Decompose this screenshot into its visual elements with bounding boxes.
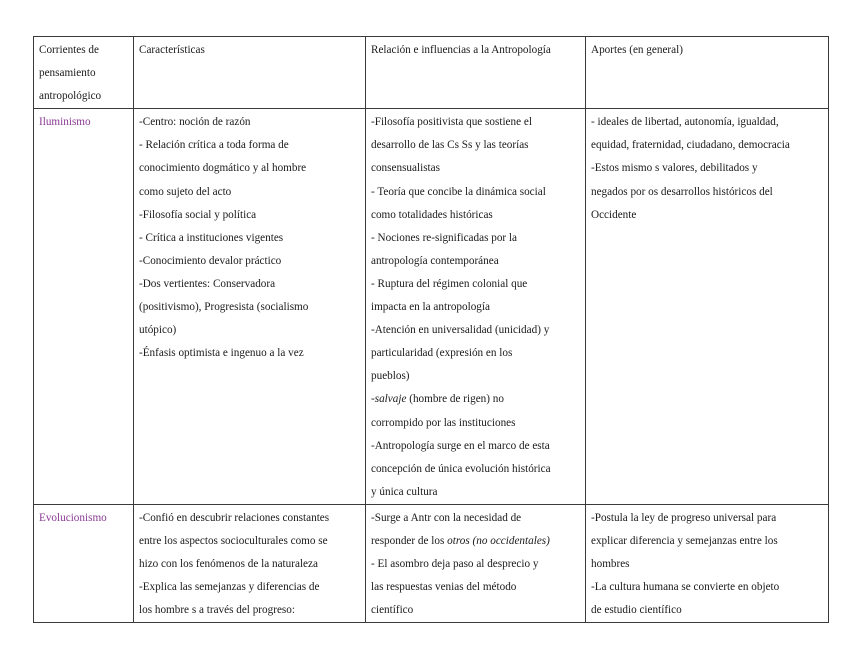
current-name: Iluminismo xyxy=(34,109,134,505)
header-aportes: Aportes (en general) xyxy=(586,37,829,109)
current-name: Evolucionismo xyxy=(34,504,134,622)
italic-term: otros (no occidentales) xyxy=(447,534,550,547)
aportes-cell: - ideales de libertad, autonomía, igualdad, equidad, fraternidad, ciudadano, democracia -Estos mismo s valores, debilitados y negados por os desarrollos históricos del Occidente xyxy=(586,109,829,505)
header-corrientes: Corrientes de pensamiento antropológico xyxy=(34,37,134,109)
relacion-cell: -Surge a Antr con la necesidad de responder de los otros (no occidentales) - El asombro deja paso al desprecio y las respuestas venias del método científico xyxy=(366,504,586,622)
header-row xyxy=(34,37,829,109)
table-row-evolucionismo xyxy=(34,504,829,622)
caracteristicas-cell: -Centro: noción de razón - Relación crítica a toda forma de conocimiento dogmático y al hombre como sujeto del acto -Filosofía social y política - Crítica a instituciones vigentes -Conocimiento devalor práctico -Dos vertientes: Conservadora (positivismo), Progresista (socialismo utópico) -Énfasis optimista e ingenuo a la vez xyxy=(134,109,366,505)
currents-table xyxy=(33,36,829,623)
aportes-cell: -Postula la ley de progreso universal para explicar diferencia y semejanzas entre los hombres -La cultura humana se convierte en objeto de estudio científico xyxy=(586,504,829,622)
header-relacion: Relación e influencias a la Antropología xyxy=(366,37,586,109)
italic-term: -salvaje xyxy=(371,393,407,406)
caracteristicas-cell: -Confió en descubrir relaciones constantes entre los aspectos socioculturales como se hizo con los fenómenos de la naturaleza -Explica las semejanzas y diferencias de los hombre s a través del progreso: xyxy=(134,504,366,622)
relacion-cell: -Filosofía positivista que sostiene el desarrollo de las Cs Ss y las teorías consensualistas - Teoría que concibe la dinámica social como totalidades históricas - Nociones re-significadas por la antropología contemporánea - Ruptura del régimen colonial que impacta en la antropología -Atención en universalidad (unicidad) y particularidad (expresión en los pueblos) -salvaje (hombre de rigen) no corrompido por las instituciones -Antropología surge en el marco de esta concepción de única evolución histórica y única cultura xyxy=(366,109,586,505)
table-row-iluminismo xyxy=(34,109,829,505)
header-caracteristicas: Características xyxy=(134,37,366,109)
